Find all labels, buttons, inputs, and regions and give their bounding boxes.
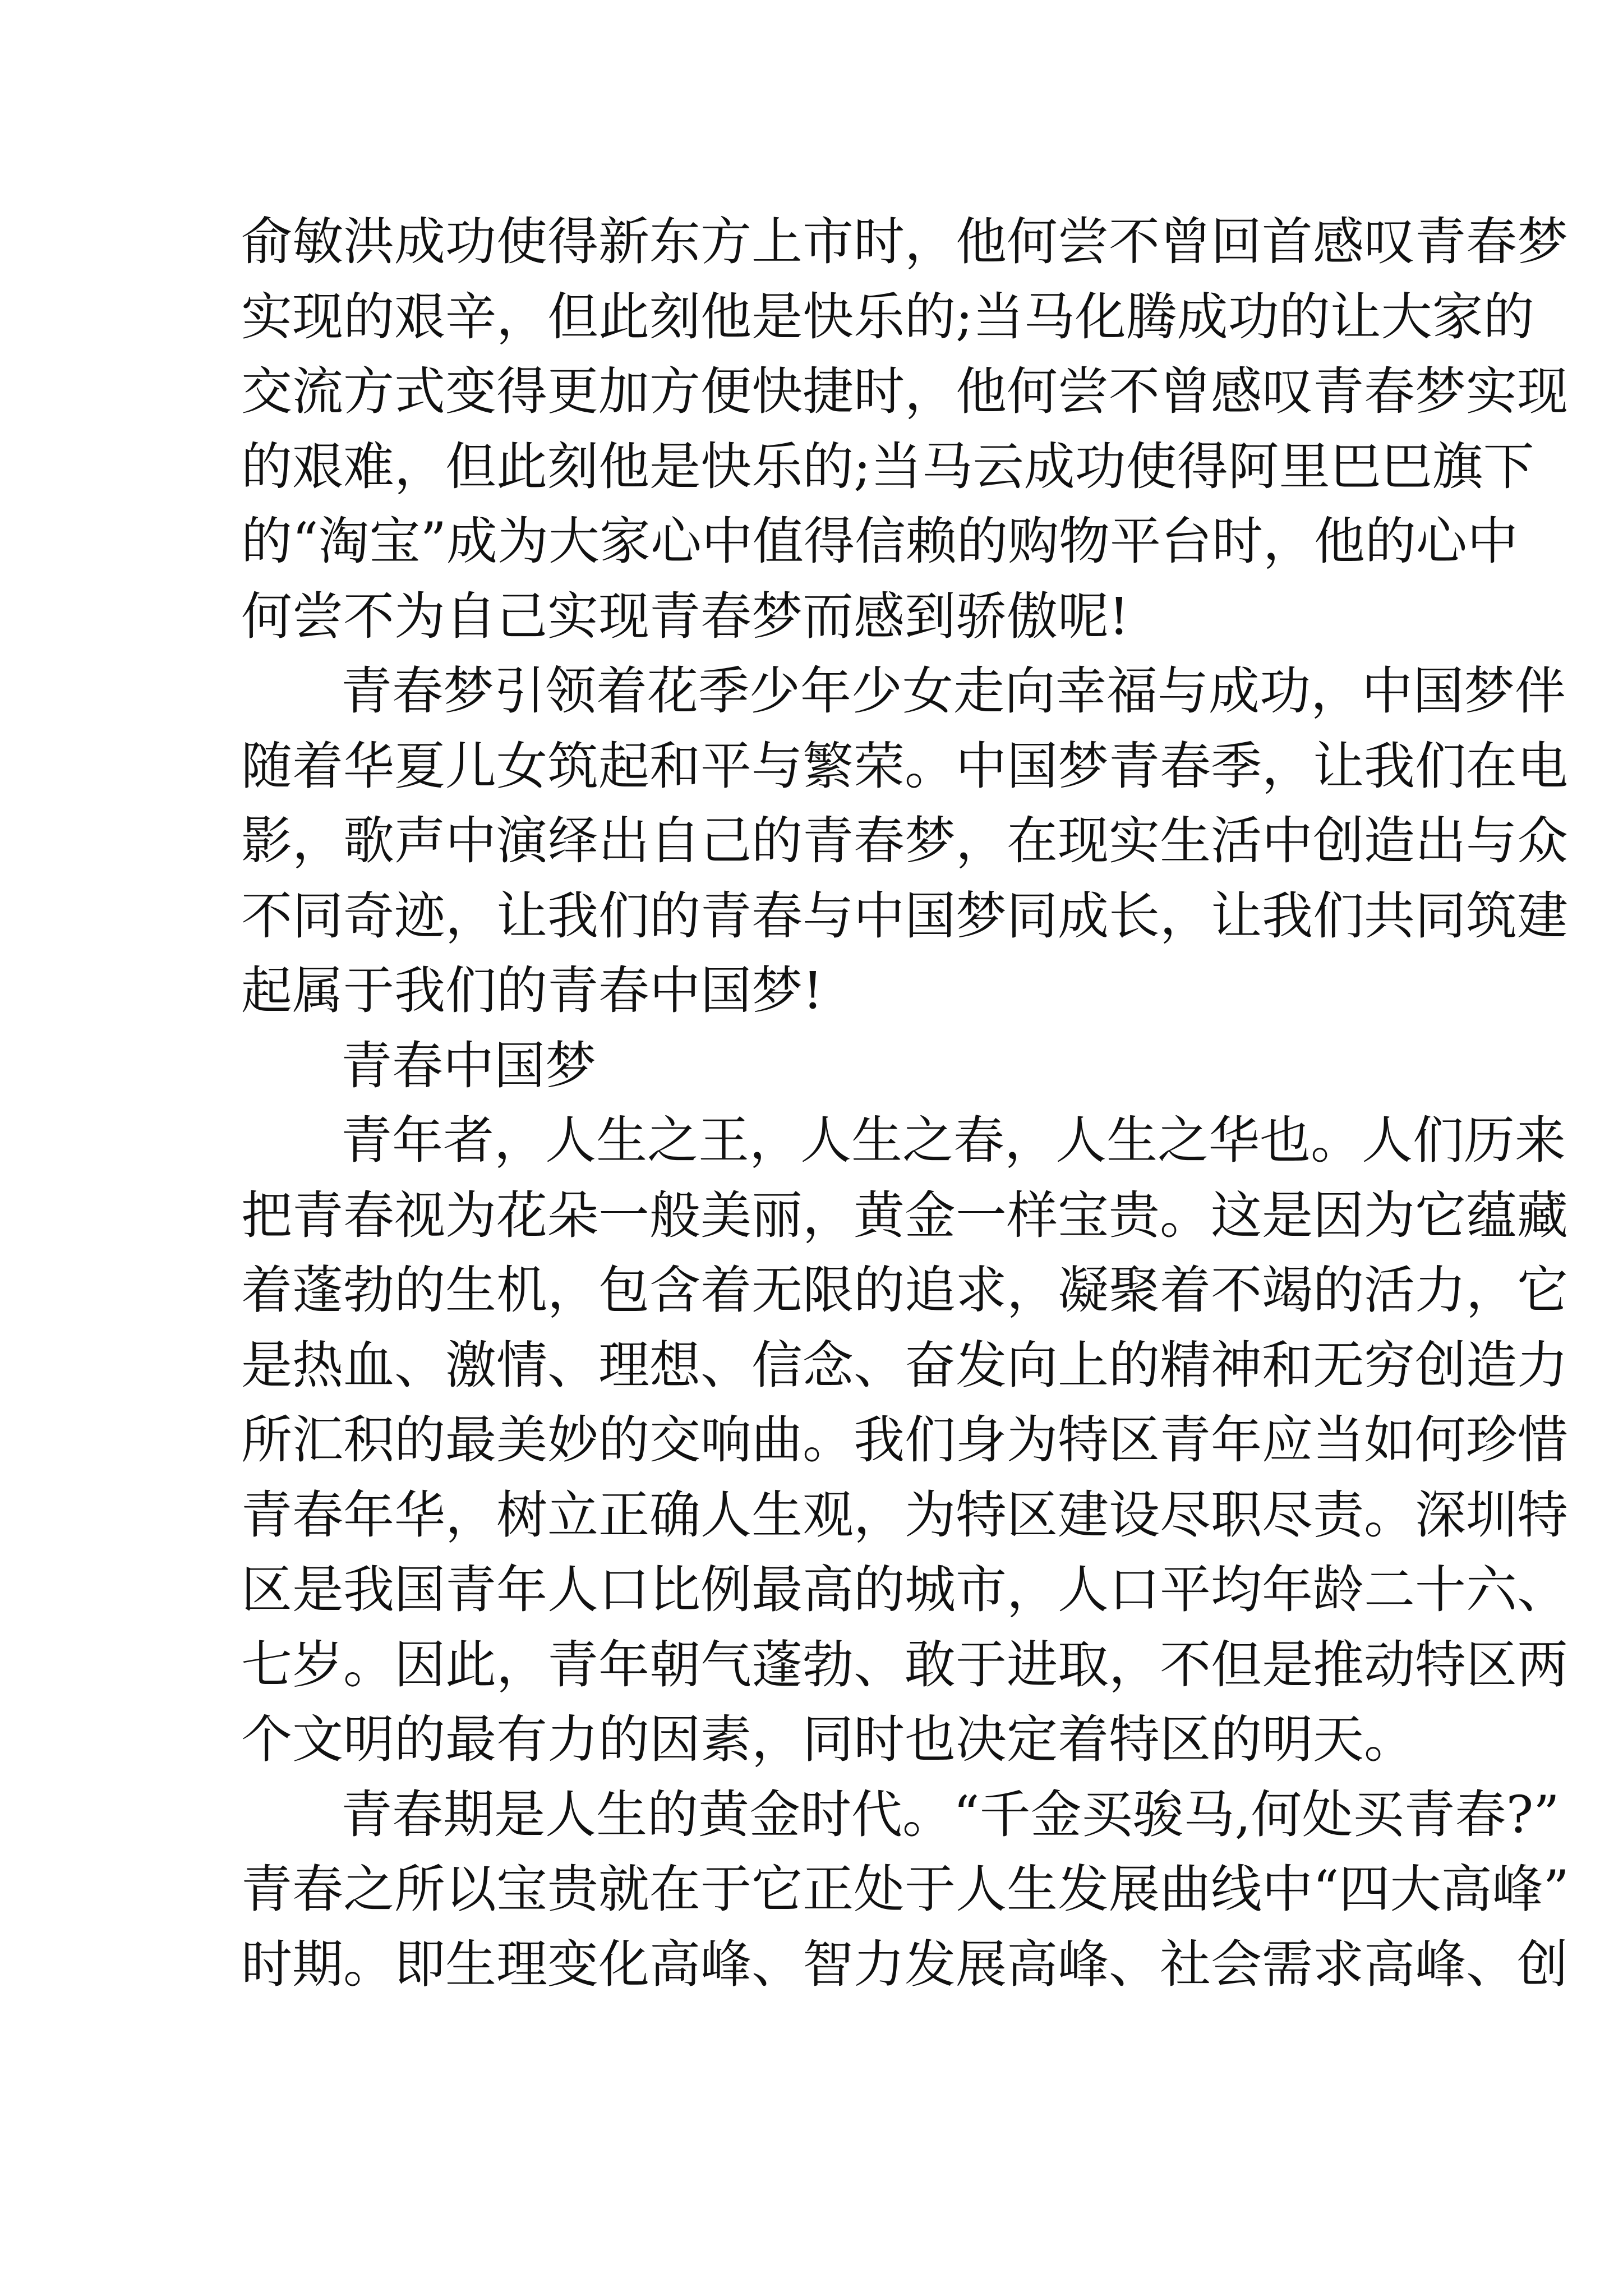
text-line: 的艰难，但此刻他是快乐的;当马云成功使得阿里巴巴旗下	[241, 437, 1534, 496]
text-line: 青春中国梦	[341, 1036, 597, 1096]
text-line: 青春期是人生的黄金时代。“千金买骏马,何处买青春?”	[341, 1785, 1560, 1844]
text-line: 青春年华，树立正确人生观，为特区建设尽职尽责。深圳特	[241, 1485, 1569, 1545]
text-line: 影，歌声中演绎出自己的青春梦，在现实生活中创造出与众	[241, 812, 1569, 871]
text-line: 青春梦引领着花季少年少女走向幸福与成功，中国梦伴	[341, 662, 1566, 721]
text-line: 起属于我们的青春中国梦!	[241, 961, 823, 1020]
text-line: 所汇积的最美妙的交响曲。我们身为特区青年应当如何珍惜	[241, 1411, 1569, 1470]
document-body	[241, 205, 1570, 2002]
text-line: 青春之所以宝贵就在于它正处于人生发展曲线中“四大高峰”	[241, 1860, 1570, 1919]
text-line: 何尝不为自己实现青春梦而感到骄傲呢!	[241, 587, 1129, 646]
text-line: 俞敏洪成功使得新东方上市时，他何尝不曾回首感叹青春梦	[241, 213, 1569, 272]
text-line: 实现的艰辛，但此刻他是快乐的;当马化腾成功的让大家的	[241, 287, 1534, 347]
text-line: 区是我国青年人口比例最高的城市，人口平均年龄二十六、	[241, 1561, 1569, 1619]
text-line: 时期。即生理变化高峰、智力发展高峰、社会需求高峰、创	[241, 1935, 1569, 1994]
text-line: 七岁。因此，青年朝气蓬勃、敢于进取，不但是推动特区两	[241, 1635, 1569, 1695]
text-line: 的“淘宝”成为大家心中值得信赖的购物平台时，他的心中	[241, 512, 1519, 571]
text-line: 是热血、激情、理想、信念、奋发向上的精神和无穷创造力	[241, 1336, 1569, 1395]
text-line: 不同奇迹，让我们的青春与中国梦同成长，让我们共同筑建	[241, 886, 1569, 946]
text-line: 交流方式变得更加方便快捷时，他何尝不曾感叹青春梦实现	[241, 362, 1569, 421]
text-line: 个文明的最有力的因素，同时也决定着特区的明天。	[241, 1710, 1415, 1769]
text-line: 把青春视为花朵一般美丽，黄金一样宝贵。这是因为它蕴藏	[241, 1186, 1569, 1245]
text-line: 随着华夏儿女筑起和平与繁荣。中国梦青春季，让我们在电	[241, 737, 1569, 796]
text-line: 青年者，人生之王，人生之春，人生之华也。人们历来	[341, 1111, 1566, 1170]
text-line: 着蓬勃的生机，包含着无限的追求，凝聚着不竭的活力，它	[241, 1261, 1569, 1320]
